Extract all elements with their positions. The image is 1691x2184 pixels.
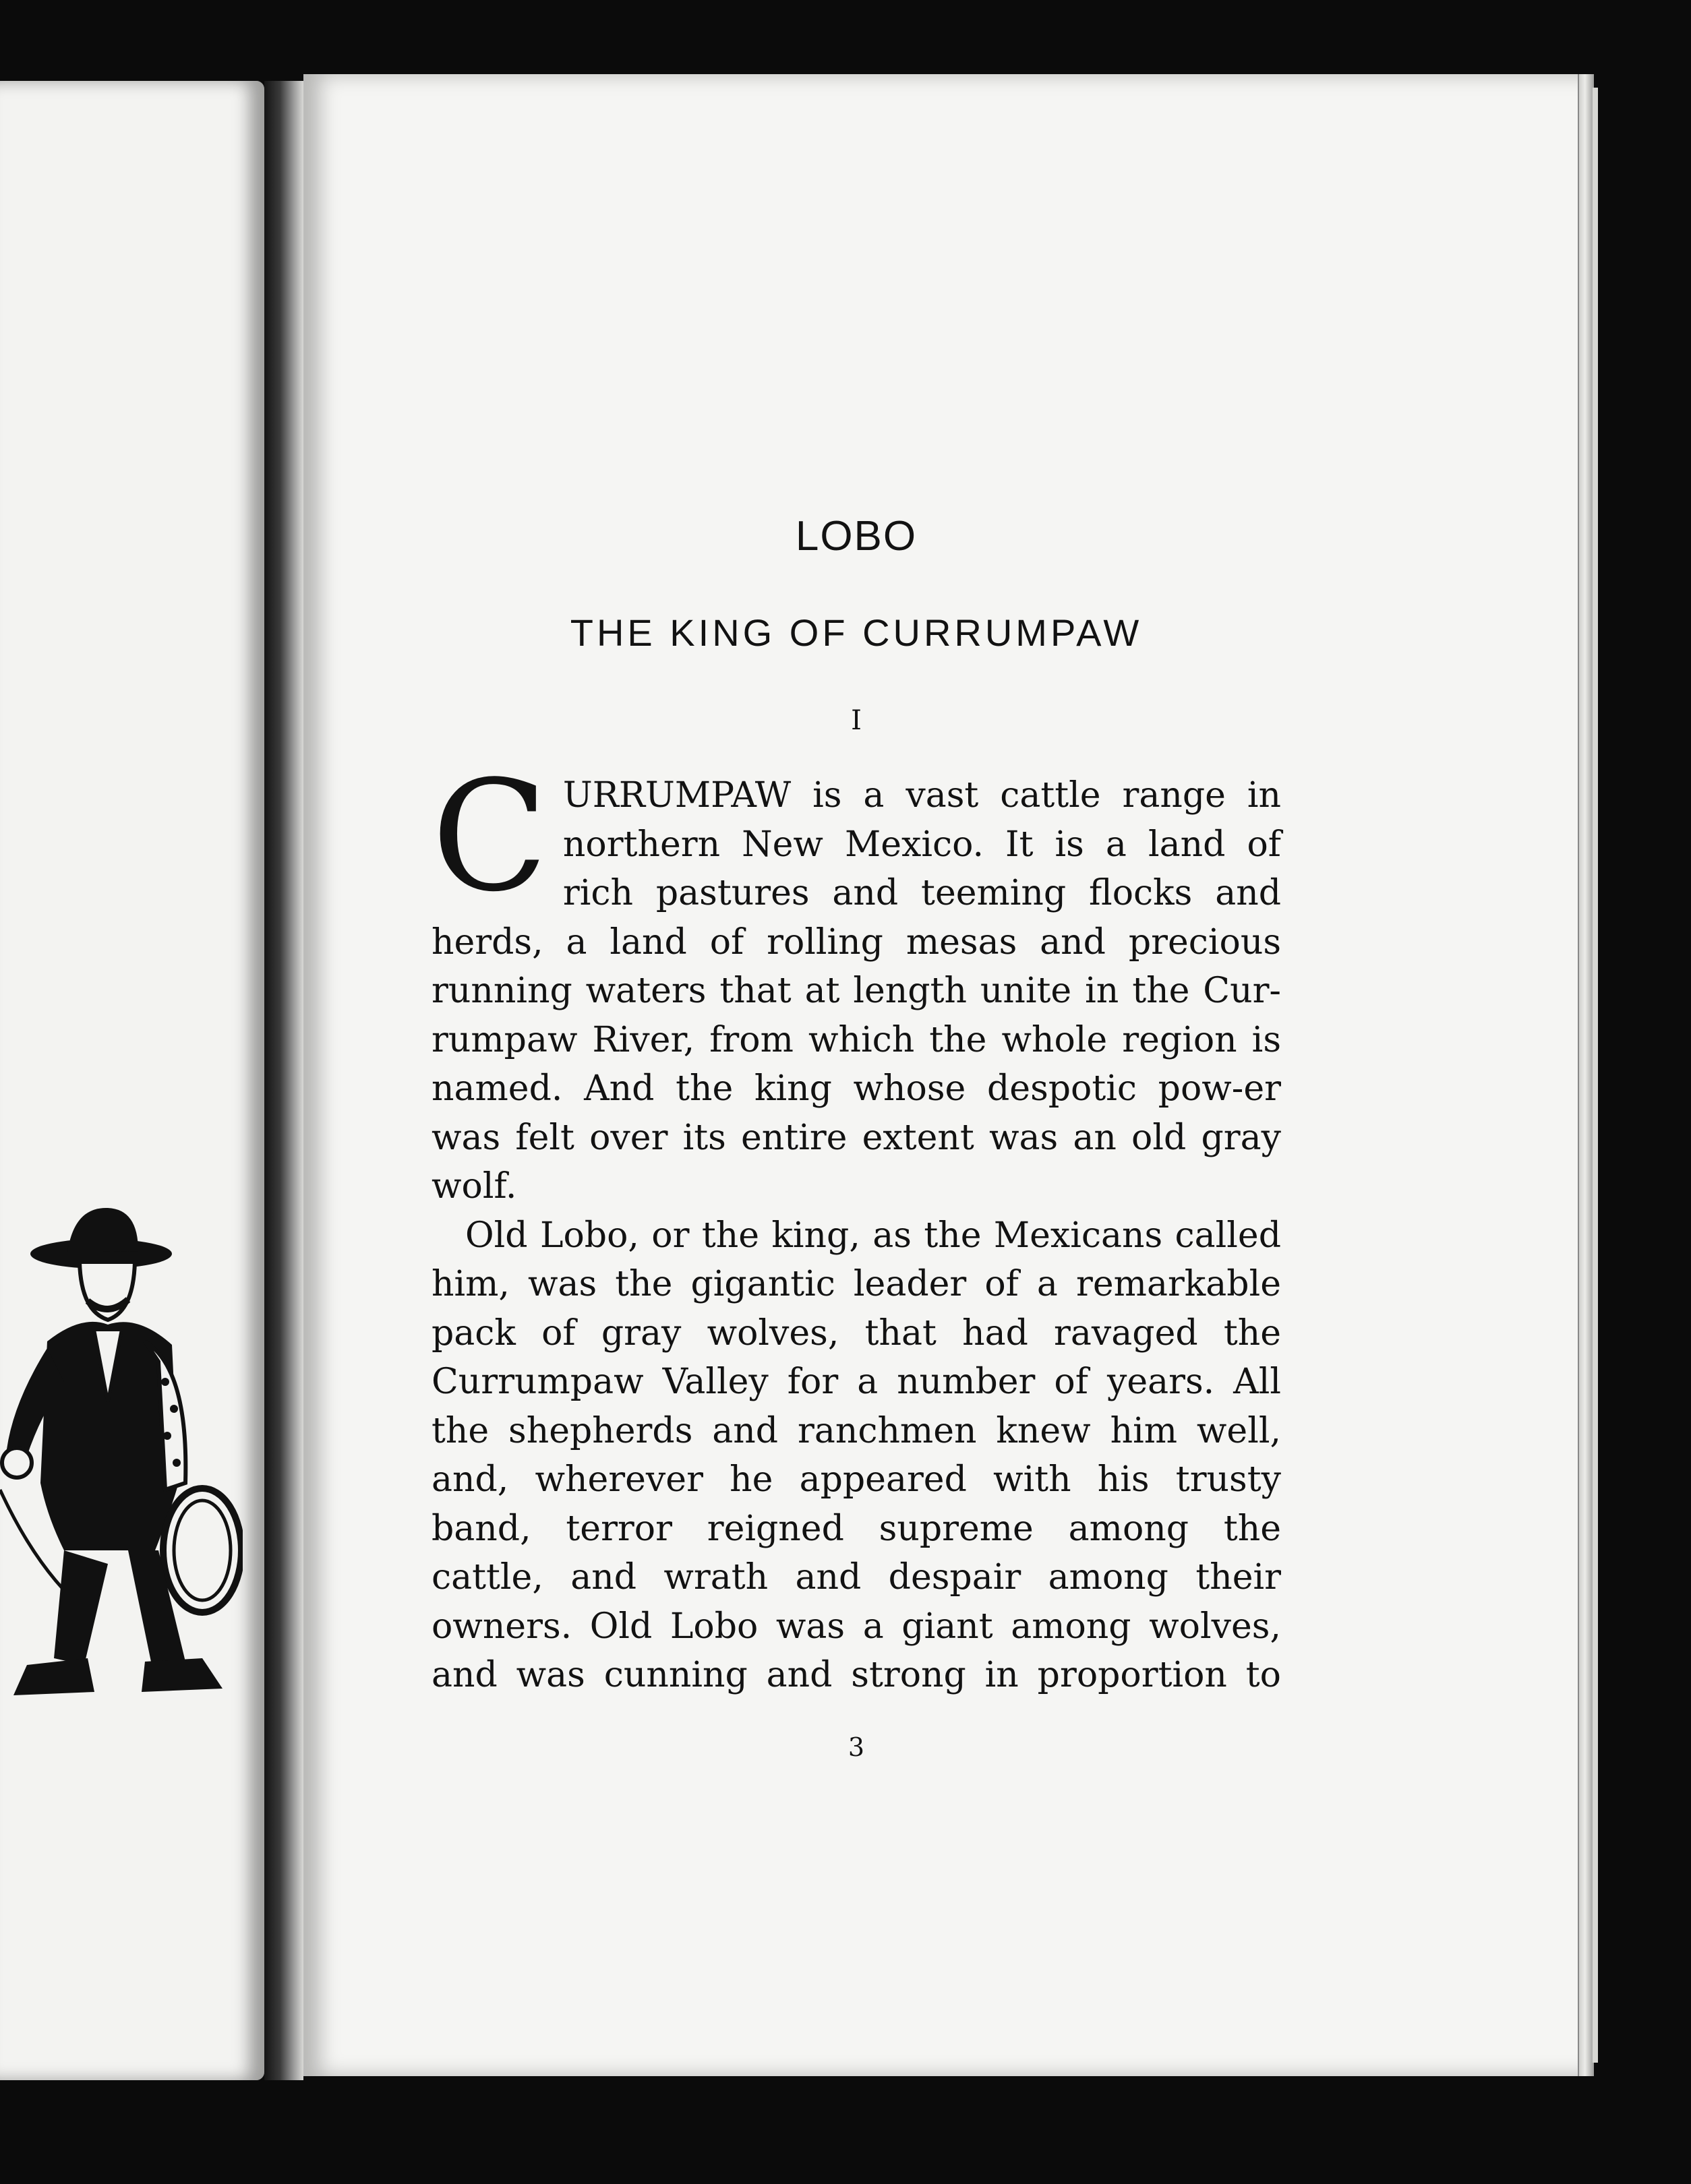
page-edge-inner (1593, 88, 1598, 2063)
page-edge (1578, 74, 1594, 2076)
facing-page (0, 81, 264, 2080)
paragraph-2: Old Lobo, or the king, as the Mexicans called him, was the gigantic leader of a remarkable pack of gray wolves, that had ravaged the Currumpaw Valley for a number of years. All the shepherds and ranchmen knew him well, and, wherever he appeared with his trusty band, terror reigned supreme among the cattle, and wrath and despair among their owners. Old Lobo was a giant among wolves, and was cunning and strong in proportion to (432, 1215, 1281, 1695)
chapter-number: I (851, 705, 862, 736)
cowboy-illustration (0, 1200, 243, 1712)
book-gutter (264, 81, 303, 2080)
story-title: LOBO (795, 513, 918, 559)
story-subtitle: THE KING OF CURRUMPAW (570, 611, 1143, 654)
body-text (432, 748, 1281, 1700)
page-number: 3 (848, 1732, 865, 1762)
drop-cap: C (432, 748, 548, 926)
paragraph-1 (432, 748, 1281, 1211)
paragraph-1-text: URRUMPAW is a vast cattle range in northern New Mexico. It is a land of rich pastures and teeming flocks and herds, a land of rolling mesas and precious running waters that at length unite in the Cur-rumpaw River, from which the whole region is named. And the king whose despotic pow-er was felt over its entire extent was an old gray wolf. (432, 775, 1281, 1207)
